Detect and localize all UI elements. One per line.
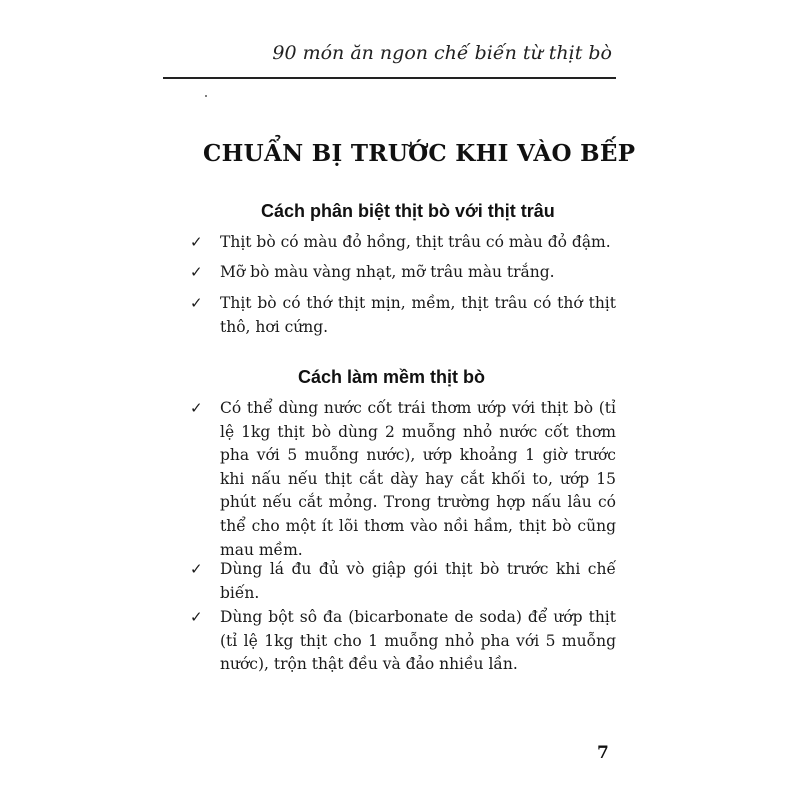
list-item-text: Thịt bò có màu đỏ hồng, thịt trâu có màu đỏ đậm. (220, 233, 611, 251)
list-item-text: Thịt bò có thớ thịt mịn, mềm, thịt trâu có thớ thịt thô, hơi cứng. (220, 294, 616, 336)
list-item-text: Mỡ bò màu vàng nhạt, mỡ trâu màu trắng. (220, 263, 555, 281)
list-item (190, 397, 616, 562)
check-icon: ✓ (190, 263, 203, 281)
running-header: 90 món ăn ngon chế biến từ thịt bò (272, 42, 612, 64)
check-icon: ✓ (190, 399, 203, 417)
page-number: 7 (597, 743, 609, 763)
section-heading-distinguish: Cách phân biệt thịt bò với thịt trâu (261, 201, 555, 221)
check-icon: ✓ (190, 294, 203, 312)
header-rule (163, 77, 616, 79)
check-icon: ✓ (190, 560, 203, 578)
check-icon: ✓ (190, 233, 203, 251)
list-item (190, 261, 616, 285)
list-item-text: Có thể dùng nước cốt trái thơm ướp với thịt bò (tỉ lệ 1kg thịt bò dùng 2 muỗng nhỏ nước cốt thơm pha với 5 muỗng nước), ướp khoảng 1 giờ trước khi nấu nếu thịt cắt dày hay cắt khối to, ướp 15 phút nếu cắt mỏng. Trong trường hợp nấu lâu có thể cho một ít lõi thơm vào nồi hầm, thịt bò cũng mau mềm. (220, 399, 616, 559)
stray-mark (205, 95, 207, 97)
list-item (190, 606, 616, 677)
list-item-text: Dùng lá đu đủ vò giập gói thịt bò trước khi chế biến. (220, 560, 616, 602)
check-icon: ✓ (190, 608, 203, 626)
list-item (190, 292, 616, 339)
list-item (190, 558, 616, 605)
chapter-title: CHUẨN BỊ TRƯỚC KHI VÀO BẾP (203, 140, 636, 167)
list-item (190, 231, 616, 255)
list-item-text: Dùng bột sô đa (bicarbonate de soda) để ướp thịt (tỉ lệ 1kg thịt cho 1 muỗng nhỏ pha với 5 muỗng nước), trộn thật đều và đảo nhiều lần. (220, 608, 616, 674)
section-heading-tenderize: Cách làm mềm thịt bò (298, 367, 486, 387)
